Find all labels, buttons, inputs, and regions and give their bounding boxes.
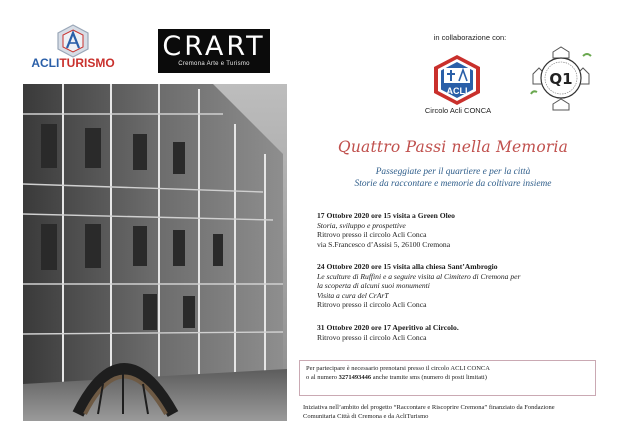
acliturismo-logo <box>24 24 122 74</box>
event-meeting-point: Ritrovo presso il circolo Acli Conca <box>317 230 427 240</box>
acli-logo <box>432 54 482 106</box>
acli-logo-text: ACLI <box>446 86 468 96</box>
event-guide: Visita a cura del CrArT <box>317 290 389 300</box>
acliturismo-wordmark: ACLITURISMO <box>31 56 115 70</box>
footer-line-2: Comunitaria Città di Cremona e da AcliTurismo <box>303 412 429 420</box>
subtitle-line-1: Passeggiate per il quartiere e per la città <box>375 167 531 177</box>
subtitle-line-2: Storie da raccontare e memorie da coltivare insieme <box>354 179 552 189</box>
booking-note-line-1: Per partecipare è necessario prenotarsi presso il circolo ACLI CONCA <box>306 365 490 372</box>
event-item-1 <box>317 211 607 249</box>
event-description: Le sculture di Ruffini e a seguire visita al Cimitero di Cremona per <box>317 271 521 281</box>
event-subtitle <box>300 166 606 190</box>
event-description: la scoperta di alcuni suoi monumenti <box>317 281 430 291</box>
crart-wordmark: CRART <box>162 31 266 62</box>
footer-credits <box>303 404 603 422</box>
historic-building-photo <box>23 84 287 421</box>
event-date: 17 Ottobre 2020 ore 15 visita a Green Oleo <box>317 211 455 220</box>
booking-note <box>299 360 596 396</box>
event-title: Quattro Passi nella Memoria <box>337 138 569 156</box>
event-item-3 <box>317 323 607 342</box>
event-date: 24 Ottobre 2020 ore 15 visita alla chiesa Sant’Ambrogio <box>317 262 498 271</box>
crart-tagline: Cremona Arte e Turismo <box>178 61 250 67</box>
event-item-2 <box>317 262 607 310</box>
booking-note-prefix: o al numero <box>306 373 339 381</box>
booking-note-line-2 <box>306 374 589 383</box>
q1-logo <box>527 44 595 112</box>
collaboration-label: in collaborazione con: <box>433 33 507 42</box>
acliturismo-emblem-icon <box>56 24 90 58</box>
event-description: Storia, sviluppo e prospettive <box>317 220 406 230</box>
crart-logo <box>158 29 270 73</box>
q1-logo-text: Q1 <box>549 70 573 88</box>
event-meeting-point: Ritrovo presso il circolo Acli Conca <box>317 300 427 310</box>
circolo-label: Circolo Acli CONCA <box>424 106 492 115</box>
booking-phone-number: 3271493446 <box>338 373 372 381</box>
event-date: 31 Ottobre 2020 ore 17 Aperitivo al Circolo. <box>317 323 459 332</box>
footer-line-1: Iniziativa nell’ambito del progetto “Raccontare e Riscoprire Cremona” finanziato da Fondazione <box>303 404 555 411</box>
event-address: via S.Francesco d’Assisi 5, 26100 Cremona <box>317 239 451 249</box>
event-meeting-point: Ritrovo presso il circolo Acli Conca <box>317 332 427 342</box>
booking-note-suffix: anche tramite sms (numero di posti limitati) <box>371 373 487 381</box>
